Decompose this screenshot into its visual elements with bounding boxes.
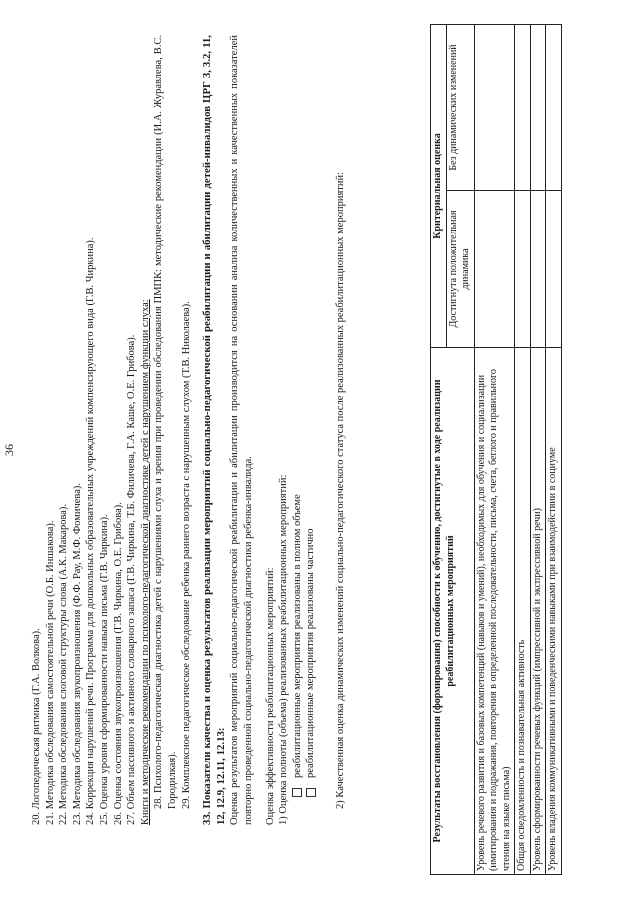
list-item: 21. Методика обследования самостоятельной речи (О.Б. Иншакова). <box>44 520 56 825</box>
completeness-item: 1) Оценка полноты (объема) реализованных реабилитационных мероприятий: <box>278 474 290 825</box>
table-cell[interactable] <box>546 25 562 191</box>
table-header-positive: Достигнута положительная динамика <box>446 191 474 348</box>
list-item: 26. Оценка состояния звукопроизношения (Г.В. Чиркина, О.Е. Грибова). <box>112 502 124 825</box>
assessment-table <box>430 24 562 875</box>
list-item: 23. Методика обследования звукопроизношения (Ф.Ф. Рау, М.Ф. Фомичева). <box>71 482 83 825</box>
checkbox-label: реабилитационные мероприятия реализованы частично <box>305 528 317 778</box>
checkbox-partial[interactable] <box>306 788 316 797</box>
table-row <box>474 25 515 875</box>
table-row <box>546 25 562 875</box>
table-cell[interactable] <box>474 25 515 191</box>
list-item: 24. Коррекция нарушений речи. Программа для дошкольных образовательных учреждений компенсирующего вида (Г.В. Чиркина). <box>85 237 97 825</box>
document-body <box>30 35 347 825</box>
list-item: 29. Комплексное педагогическое обследование ребенка раннего возраста с нарушенным слухом (Т.В. Николаева). <box>180 301 192 809</box>
checkbox-row <box>291 35 305 825</box>
table-cell[interactable] <box>515 191 531 348</box>
table-cell: Уровень речевого развития и базовых компетенций (навыков и умений), необходимых для обучения и социализации (имитирования и подражания, повторения в определенной последовательности, письма, счета, беглого и правильного чтения на языке письма) <box>474 348 515 875</box>
qualitative-item: 2) Качественная оценка динамических изменений социально-педагогического статуса после реализованных реабилитационных мероприятий: <box>334 171 346 809</box>
table-cell[interactable] <box>530 25 546 191</box>
checkbox-full[interactable] <box>292 788 302 797</box>
section-paragraph: Оценка результатов мероприятий социально-педагогической реабилитации и абилитации производится на основании анализа количественных и качественных показателей повторно проведенной социально-педагогической диагностики ребенка-инвалида. <box>229 35 254 825</box>
checkbox-row <box>304 35 318 825</box>
list-item: 22. Методика обследования слоговой структуры слова (А.К. Макарова). <box>58 503 70 825</box>
table-row <box>530 25 546 875</box>
list-item: 27. Объем пассивного и активного словарного запаса (Г.В. Чиркина, Т.Б. Филичева, Г.А. Каше, О.Е. Грибова). <box>126 334 138 825</box>
table-header-group: Критериальная оценка <box>431 25 447 348</box>
table-header-results: Результаты восстановления (формирования) способности к обучению, достигнутые в ходе реализации реабилитационных мероприятий <box>431 348 475 875</box>
table-cell: Общая осведомленность и познавательная активность <box>515 348 531 875</box>
books-heading: Книги и методические рекомендации по психолого-педагогической диагностике детей с нарушением функции слуха: <box>139 299 151 825</box>
table-cell: Уровень сформированности речевых функций (импрессивной и экспрессивной речи) <box>530 348 546 875</box>
table-cell[interactable] <box>530 191 546 348</box>
list-item: 28. Психолого-педагогическая диагностика детей с нарушениями слуха и зрения при проведении обследования ПМПК: методические рекомендации (И.А. Журавлева, В.С. Городилкая). <box>153 35 178 809</box>
list-item: 20. Логопедическая ритмика (Г.А. Волкова). <box>31 628 42 825</box>
table-cell[interactable] <box>515 25 531 191</box>
table-row <box>515 25 531 875</box>
list-item: 25. Оценка уровня сформированности навыка письма (Г.В. Чиркина). <box>98 514 110 825</box>
effectiveness-heading: Оценка эффективности реабилитационных мероприятий: <box>264 567 276 825</box>
table-cell[interactable] <box>474 191 515 348</box>
table-cell: Уровень владения коммуникативными и поведенческими навыками при взаимодействии в социуме <box>546 348 562 875</box>
page-number: 36 <box>2 444 16 456</box>
checkbox-label: реабилитационные мероприятия реализованы в полном объеме <box>291 494 303 778</box>
section-title: 33. Показатели качества и оценка результатов реализации мероприятий социально-педагогической реабилитации и абилитации детей-инвалидов ЦРГ 3, 3.2, 11, 12, 12.9, 12.11, 12.13: <box>201 35 227 825</box>
table-header-no-change: Без динамических изменений <box>446 25 474 191</box>
table-cell[interactable] <box>546 191 562 348</box>
